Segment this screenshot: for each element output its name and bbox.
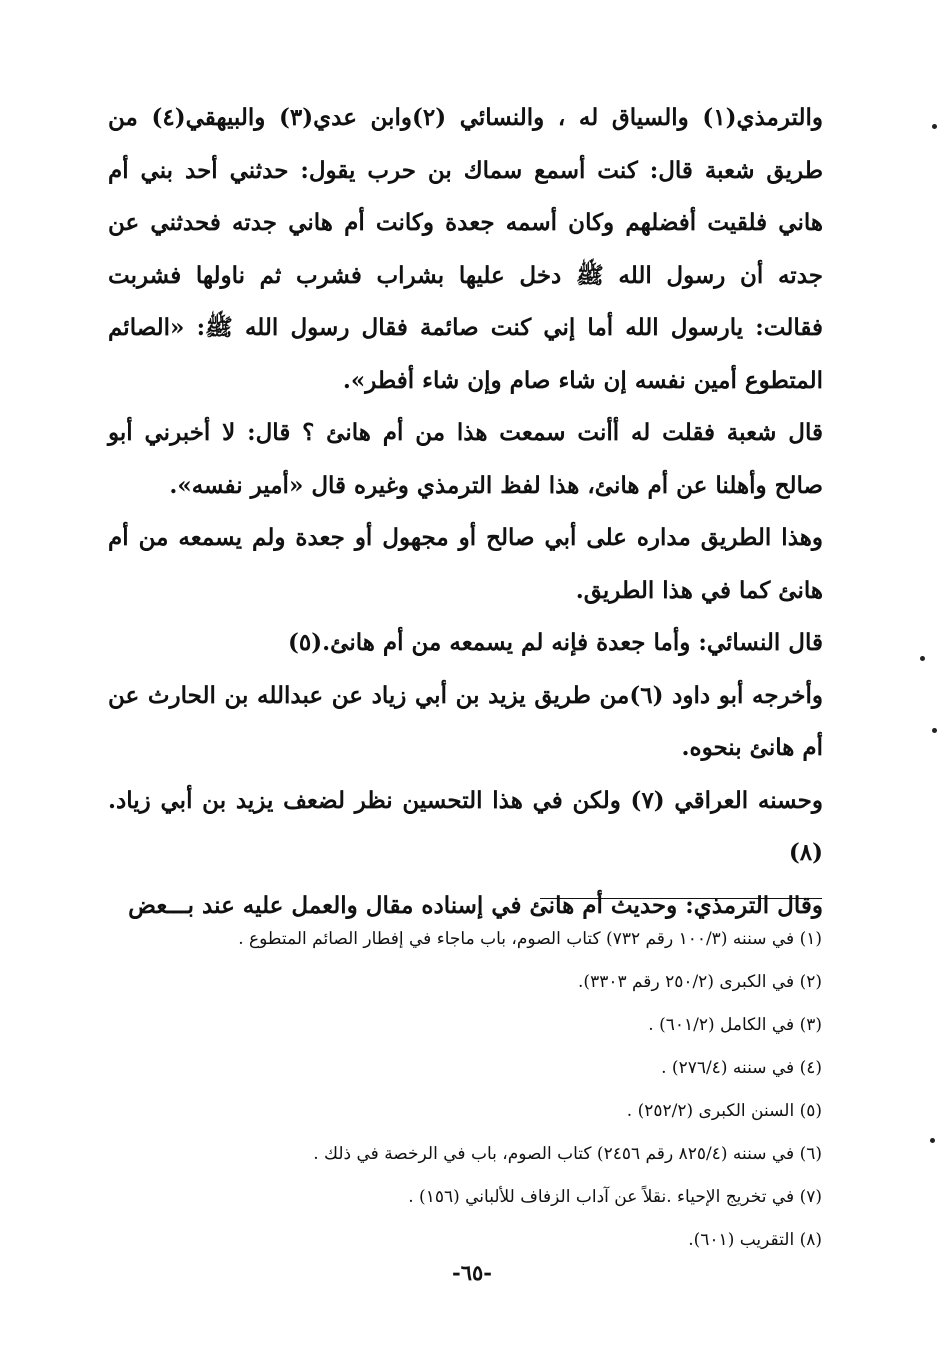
footnote-divider xyxy=(540,898,822,899)
scan-speck xyxy=(930,1138,935,1143)
footnote: (١) في سننه (١٠٠/٣ رقم ٧٣٢) كتاب الصوم، باب ماجاء في إفطار الصائم المتطوع . xyxy=(238,929,822,949)
footnote: (٣) في الكامل (٦٠١/٢) . xyxy=(648,1015,822,1035)
paragraph: وأخرجه أبو داود (٦)من طريق يزيد بن أبي زياد عن عبدالله بن الحارث عن أم هانئ بنحوه. xyxy=(108,681,823,761)
paragraph: قال النسائي: وأما جعدة فإنه لم يسمعه من أم هانئ.(٥) xyxy=(288,629,823,656)
footnote: (٥) السنن الكبرى (٢٥٢/٢) . xyxy=(626,1101,822,1121)
paragraph: وهذا الطريق مداره على أبي صالح أو مجهول أو جعدة ولم يسمعه من أم هانئ كما في هذا الطريق. xyxy=(108,524,823,604)
scan-speck xyxy=(932,728,937,733)
paragraph: وحسنه العراقي (٧) ولكن في هذا التحسين نظر لضعف يزيد بن أبي زياد.(٨) xyxy=(108,786,823,866)
scan-speck xyxy=(932,124,937,129)
page-number: -٦٥- xyxy=(452,1260,492,1285)
footnote: (٢) في الكبرى (٢٥٠/٢ رقم ٣٣٠٣). xyxy=(578,972,822,992)
footnotes xyxy=(120,918,822,1262)
footnote: (٨) التقريب (٦٠١). xyxy=(688,1230,822,1250)
paragraph: وقال الترمذي: وحديث أم هانئ في إسناده مقال والعمل عليه عند بـــعض xyxy=(128,891,823,919)
paragraph: قال شعبة فقلت له أأنت سمعت هذا من أم هانئ ؟ قال: لا أخبرني أبو صالح وأهلنا عن أم هانئ، هذا لفظ الترمذي وغيره قال «أمير نفسه». xyxy=(108,419,823,499)
footnote: (٦) في سننه (٨٢٥/٤ رقم ٢٤٥٦) كتاب الصوم، باب في الرخصة في ذلك . xyxy=(313,1144,822,1164)
footnote: (٧) في تخريج الإحياء .نقلاً عن آداب الزفاف للألباني (١٥٦) . xyxy=(408,1187,822,1207)
main-text xyxy=(108,92,823,932)
paragraph: والترمذي(١) والسياق له ، والنسائي (٢)وابن عدي(٣) والبيهقي(٤) من طريق شعبة قال: كنت أسمع سماك بن حرب يقول: حدثني أحد بني أم هاني فلقيت أفضلهم وكان أسمه جعدة وكانت أم هاني جدته فحدثني عن جدته أن رسول الله ﷺ دخل عليها بشراب فشرب ثم ناولها فشربت فقالت: يارسول الله أما إني كنت صائمة فقال رسول الله ﷺ: «الصائم المتطوع أمين نفسه إن شاء صام وإن شاء أفطر». xyxy=(108,104,823,394)
footnote: (٤) في سننه (٢٧٦/٤) . xyxy=(661,1058,822,1078)
scan-speck xyxy=(920,656,925,661)
